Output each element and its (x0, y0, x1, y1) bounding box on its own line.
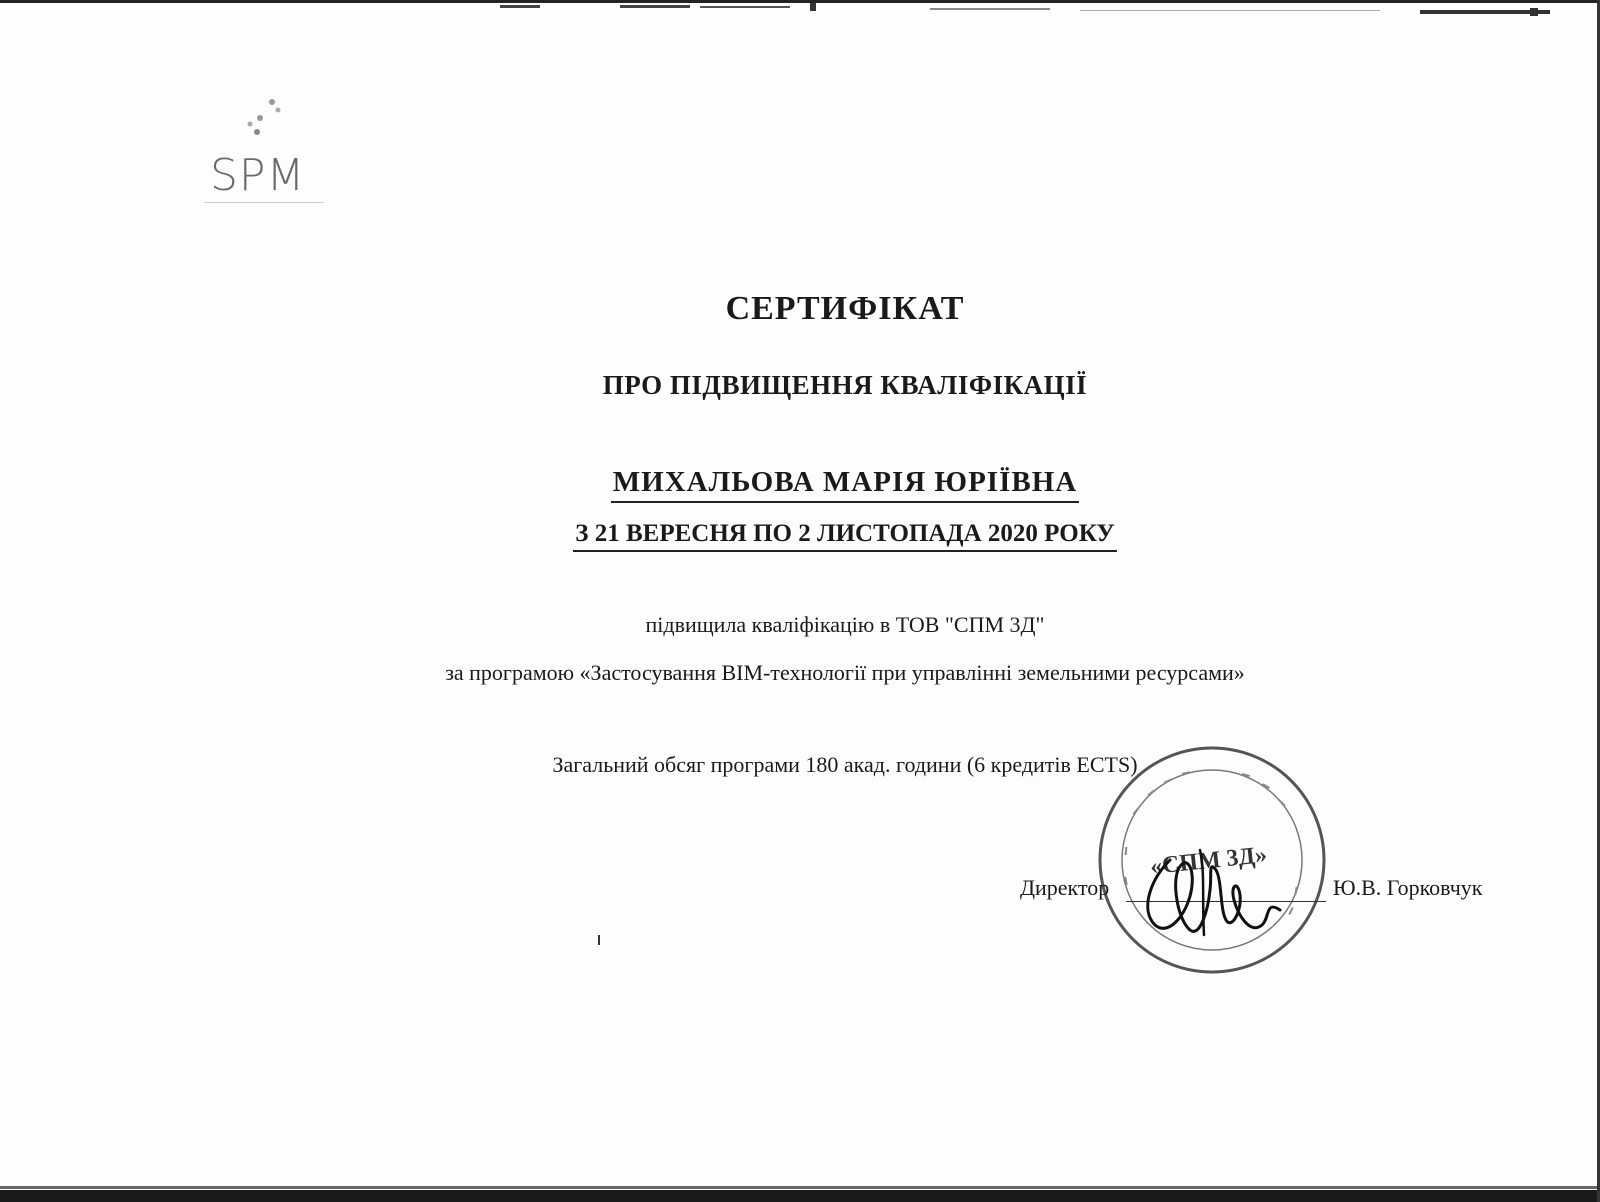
statement-line-1: підвищила кваліфікацію в ТОВ "СПМ 3Д" (645, 612, 1045, 637)
scan-edge-right (1590, 0, 1600, 1202)
stamp-center-text: «СПМ 3Д» (1148, 841, 1269, 881)
training-period (0, 520, 1600, 548)
certificate-title: СЕРТИФІКАТ (725, 290, 965, 327)
statement-line-2: за програмою «Застосування BIM-технології при управлінні земельними ресурсами» (445, 660, 1245, 685)
recipient-name (0, 466, 1600, 499)
recipient-name-text: МИХАЛЬОВА МАРІЯ ЮРІЇВНА (611, 466, 1079, 503)
scan-edge-bottom (0, 1182, 1600, 1202)
logo-text: SPM (210, 150, 306, 201)
director-name: Ю.В. Горковчук (1333, 875, 1483, 900)
training-period-text: З 21 ВЕРЕСНЯ ПО 2 ЛИСТОПАДА 2020 РОКУ (573, 520, 1116, 552)
certificate-subtitle: ПРО ПІДВИЩЕННЯ КВАЛІФІКАЦІЇ (602, 370, 1088, 400)
scan-speck (597, 935, 601, 945)
director-label: Директор (1020, 875, 1110, 900)
handwritten-signature-icon (1130, 840, 1300, 950)
scan-edge-top (0, 0, 1600, 18)
program-volume: Загальний обсяг програми 180 акад. години (6 кредитів ECTS) (552, 752, 1138, 777)
